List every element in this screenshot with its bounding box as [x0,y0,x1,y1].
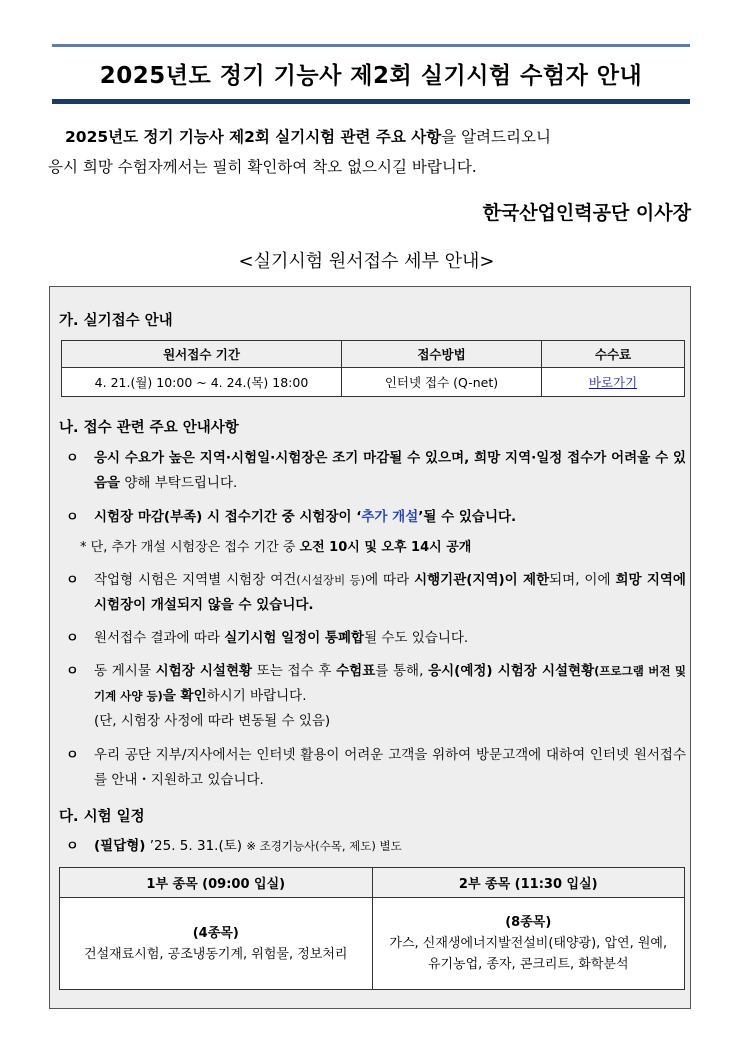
notice-note: * 단, 추가 개설 시험장은 접수 기간 중 오전 10시 및 오후 14시 공개 [80,540,472,555]
application-table [61,340,685,397]
notice-item-4: ㅇ 원서접수 결과에 따라 실기시험 일정이 통폐합될 수도 있습니다. [66,626,686,651]
exam-date: ’25. 5. 31.(토) [145,838,247,854]
exam-type: (필답형) [94,838,146,854]
notice-item-5-paren: (단, 시험장 사정에 따라 변동될 수 있음) [94,713,331,729]
col-header-period: 원서접수 기간 [62,341,342,368]
bullet-circle: ㅇ [66,510,79,525]
cell-method: 인터넷 접수 (Q-net) [342,368,542,397]
bullet-circle: ㅇ [66,451,79,466]
intro-line2: 응시 희망 수험자께서는 필히 확인하여 착오 없으시길 바랍니다. [48,158,477,176]
page-title: 2025년도 정기 기능사 제2회 실기시험 수험자 안내 [99,63,643,89]
intro-paragraph [48,122,692,182]
notice-item-2: ㅇ 시험장 마감(부족) 시 접수기간 중 시험장이 ‘추가 개설’될 수 있습니다. [66,505,686,530]
title-block [52,44,690,104]
col-header-fee: 수수료 [542,341,685,368]
cell-period: 4. 21.(월) 10:00 ~ 4. 24.(목) 18:00 [62,368,342,397]
shortcut-link[interactable]: 바로가기 [588,375,638,390]
schedule-table [59,867,685,990]
info-box [49,286,691,1009]
title-bottom-rule [52,99,690,104]
notice-item-1: ㅇ 응시 수요가 높은 지역·시험일·시험장은 조기 마감될 수 있으며, 희망 지역·일정 접수가 어려울 수 있음을 양해 부탁드립니다. [66,446,686,496]
bullet-circle: ㅇ [66,631,79,646]
highlight-additional: 추가 개설 [361,509,419,525]
cell-session1: (4종목) 건설재료시험, 공조냉동기계, 위험물, 정보처리 [60,898,373,990]
bullet-circle: ㅇ [66,748,79,763]
section-c-heading: 다. 시험 일정 [59,809,145,825]
col-header-session2: 2부 종목 (11:30 입실) [372,868,685,898]
bullet-circle: ㅇ [66,573,79,588]
subtitle: <실기시험 원서접수 세부 안내> [238,251,495,272]
notice-item-3: ㅇ 작업형 시험은 지역별 시험장 여건(시설장비 등)에 따라 시행기관(지역)이 제한되며, 이에 희망 지역에 시험장이 개설되지 않을 수 있습니다. [66,568,686,618]
signature: 한국산업인력공단 이사장 [482,202,691,224]
notice-item-5: ㅇ 동 게시물 시험장 시설현황 또는 접수 후 수험표를 통해, 응시(예정) 시험장 시설현황(프로그램 버전 및 기계 사양 등)을 확인하시기 바랍니다. (단, 시험장 사정에 따라 변동될 수 있음) [66,659,686,734]
col-header-method: 접수방법 [342,341,542,368]
exam-schedule-line [66,834,686,859]
cell-session2: (8종목) 가스, 신재생에너지발전설비(태양광), 압연, 원예, 유기농업, 종자, 콘크리트, 화학분석 [372,898,685,990]
section-b-heading: 나. 접수 관련 주요 안내사항 [59,420,239,436]
exam-remark: ※ 조경기능사(수목, 제도) 별도 [246,839,402,853]
intro-line1-rest: 을 알려드리오니 [441,128,551,146]
intro-bold: 2025년도 정기 기능사 제2회 실기시험 관련 주요 사항 [65,128,442,146]
notice-item-6: ㅇ 우리 공단 지부/지사에서는 인터넷 활용이 어려운 고객을 위하여 방문고객에 대하여 인터넷 원서접수를 안내・지원하고 있습니다. [66,743,686,793]
bullet-circle: ㅇ [66,839,79,854]
col-header-session1: 1부 종목 (09:00 입실) [60,868,373,898]
section-a-heading: 가. 실기접수 안내 [59,313,173,329]
bullet-circle: ㅇ [66,664,79,679]
